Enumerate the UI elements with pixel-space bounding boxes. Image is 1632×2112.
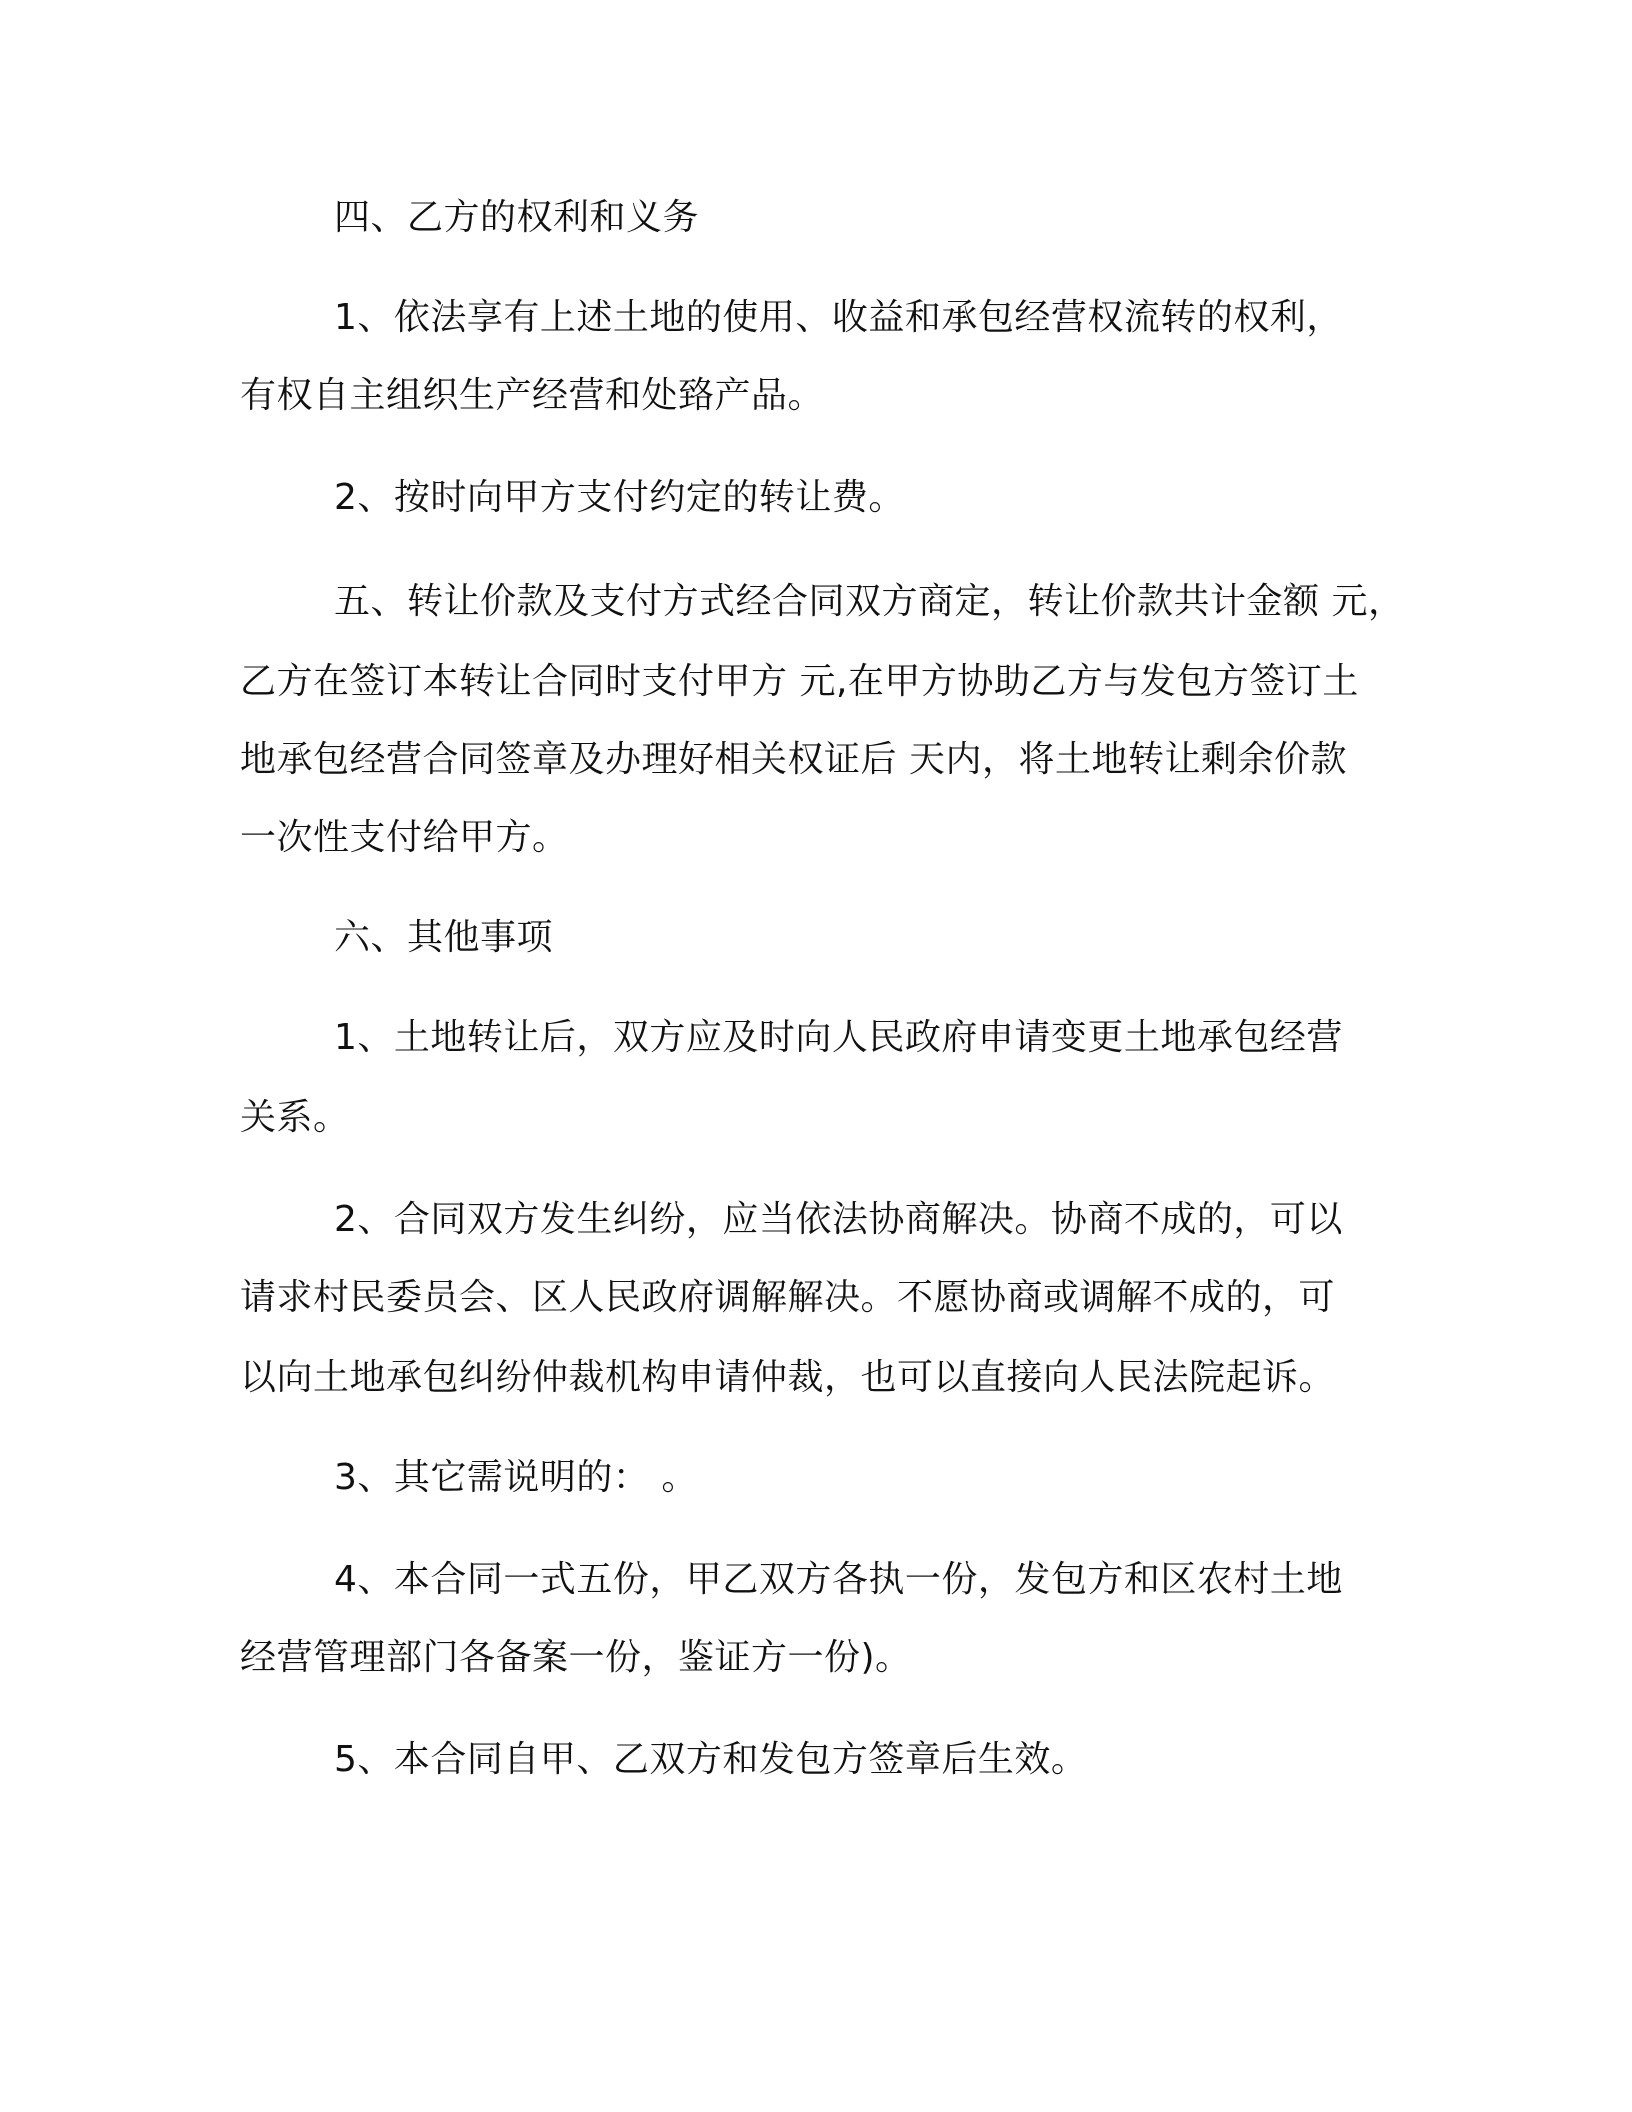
section-4-heading: 四、乙方的权利和义务 [334,197,700,238]
section-5-line-1: 五、转让价款及支付方式经合同双方商定，转让价款共计金额 元， [334,581,1405,622]
section-6-item-3: 3、其它需说明的： 。 [334,1457,698,1498]
section-4-item-1-line-1: 1、依法享有上述土地的使用、收益和承包经营权流转的权利， [334,297,1343,338]
section-5-line-2: 乙方在签订本转让合同时支付甲方 元,在甲方协助乙方与发包方签订土 [240,661,1359,702]
section-6-item-2-line-2: 请求村民委员会、区人民政府调解解决。不愿协商或调解不成的，可 [240,1277,1336,1318]
section-6-item-2-line-3: 以向土地承包纠纷仲裁机构申请仲裁，也可以直接向人民法院起诉。 [240,1357,1336,1398]
section-6-item-4-line-1: 4、本合同一式五份，甲乙双方各执一份，发包方和区农村土地 [334,1559,1343,1600]
section-6-item-2-line-1: 2、合同双方发生纠纷，应当依法协商解决。协商不成的，可以 [334,1199,1343,1240]
section-6-item-4-line-2: 经营管理部门各备案一份，鉴证方一份)。 [240,1637,912,1678]
section-5-line-3: 地承包经营合同签章及办理好相关权证后 天内，将土地转让剩余价款 [240,739,1347,780]
section-6-item-1-line-2: 关系。 [240,1097,350,1138]
section-5-line-4: 一次性支付给甲方。 [240,817,569,858]
section-6-item-5: 5、本合同自甲、乙双方和发包方签章后生效。 [334,1739,1088,1780]
section-4-item-2: 2、按时向甲方支付约定的转让费。 [334,477,905,518]
section-6-heading: 六、其他事项 [334,917,554,958]
section-6-item-1-line-1: 1、土地转让后，双方应及时向人民政府申请变更土地承包经营 [334,1017,1343,1058]
section-4-item-1-line-2: 有权自主组织生产经营和处臵产品。 [240,375,825,416]
